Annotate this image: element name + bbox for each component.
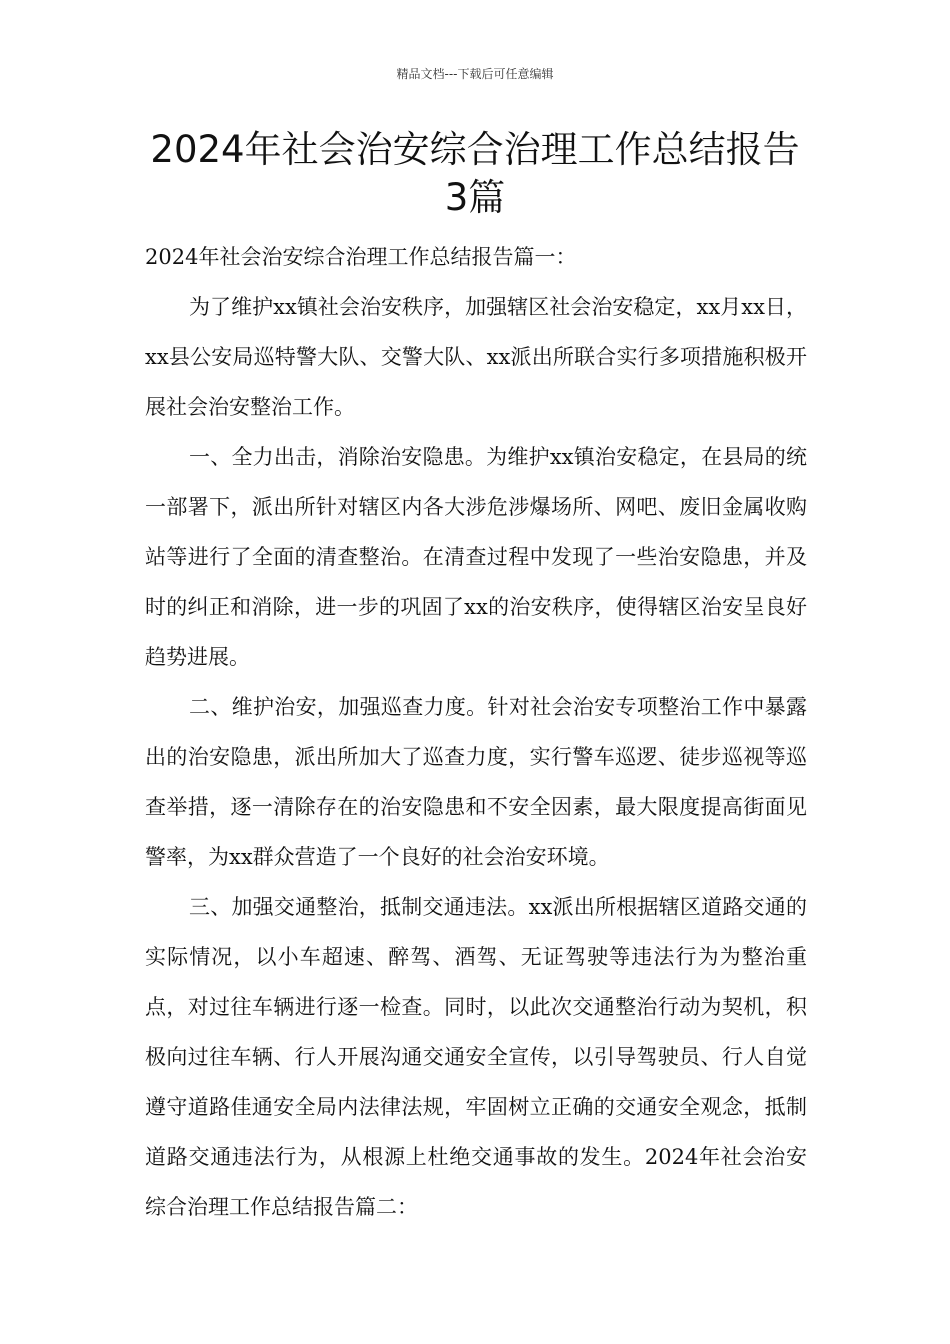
section-heading: 2024年社会治安综合治理工作总结报告篇一： — [145, 245, 577, 269]
paragraph-intro: 为了维护xx镇社会治安秩序，加强辖区社会治安稳定，xx月xx日，xx县公安局巡特警大队、交警大队、xx派出所联合实行多项措施积极开展社会治安整治工作。 — [145, 295, 807, 419]
paragraph-item-3: 三、加强交通整治，抵制交通违法。xx派出所根据辖区道路交通的实际情况，以小车超速、醉驾、酒驾、无证驾驶等违法行为为整治重点，对过往车辆进行逐一检查。同时，以此次交通整治行动为契机，积极向过往车辆、行人开展沟通交通安全宣传，以引导驾驶员、行人自觉遵守道路佳通安全局内法律法规，牢固树立正确的交通安全观念，抵制道路交通违法行为，从根源上杜绝交通事故的发生。2024年社会治安综合治理工作总结报告篇二： — [145, 895, 807, 1219]
paragraph-item-1: 一、全力出击，消除治安隐患。为维护xx镇治安稳定，在县局的统一部署下，派出所针对辖区内各大涉危涉爆场所、网吧、废旧金属收购站等进行了全面的清查整治。在清查过程中发现了一些治安隐患，并及时的纠正和消除，进一步的巩固了xx的治安秩序，使得辖区治安呈良好趋势进展。 — [145, 445, 807, 669]
paragraph-item-2: 二、维护治安，加强巡查力度。针对社会治安专项整治工作中暴露出的治安隐患，派出所加大了巡查力度，实行警车巡逻、徒步巡视等巡查举措，逐一清除存在的治安隐患和不安全因素，最大限度提高街面见警率，为xx群众营造了一个良好的社会治安环境。 — [145, 695, 807, 869]
document-body — [145, 232, 807, 1232]
document-title — [100, 126, 850, 222]
title-line-1: 2024年社会治安综合治理工作总结报告 — [150, 128, 800, 171]
header-note: 精品文档---下载后可任意编辑 — [396, 67, 554, 81]
title-line-2: 3篇 — [444, 176, 506, 219]
